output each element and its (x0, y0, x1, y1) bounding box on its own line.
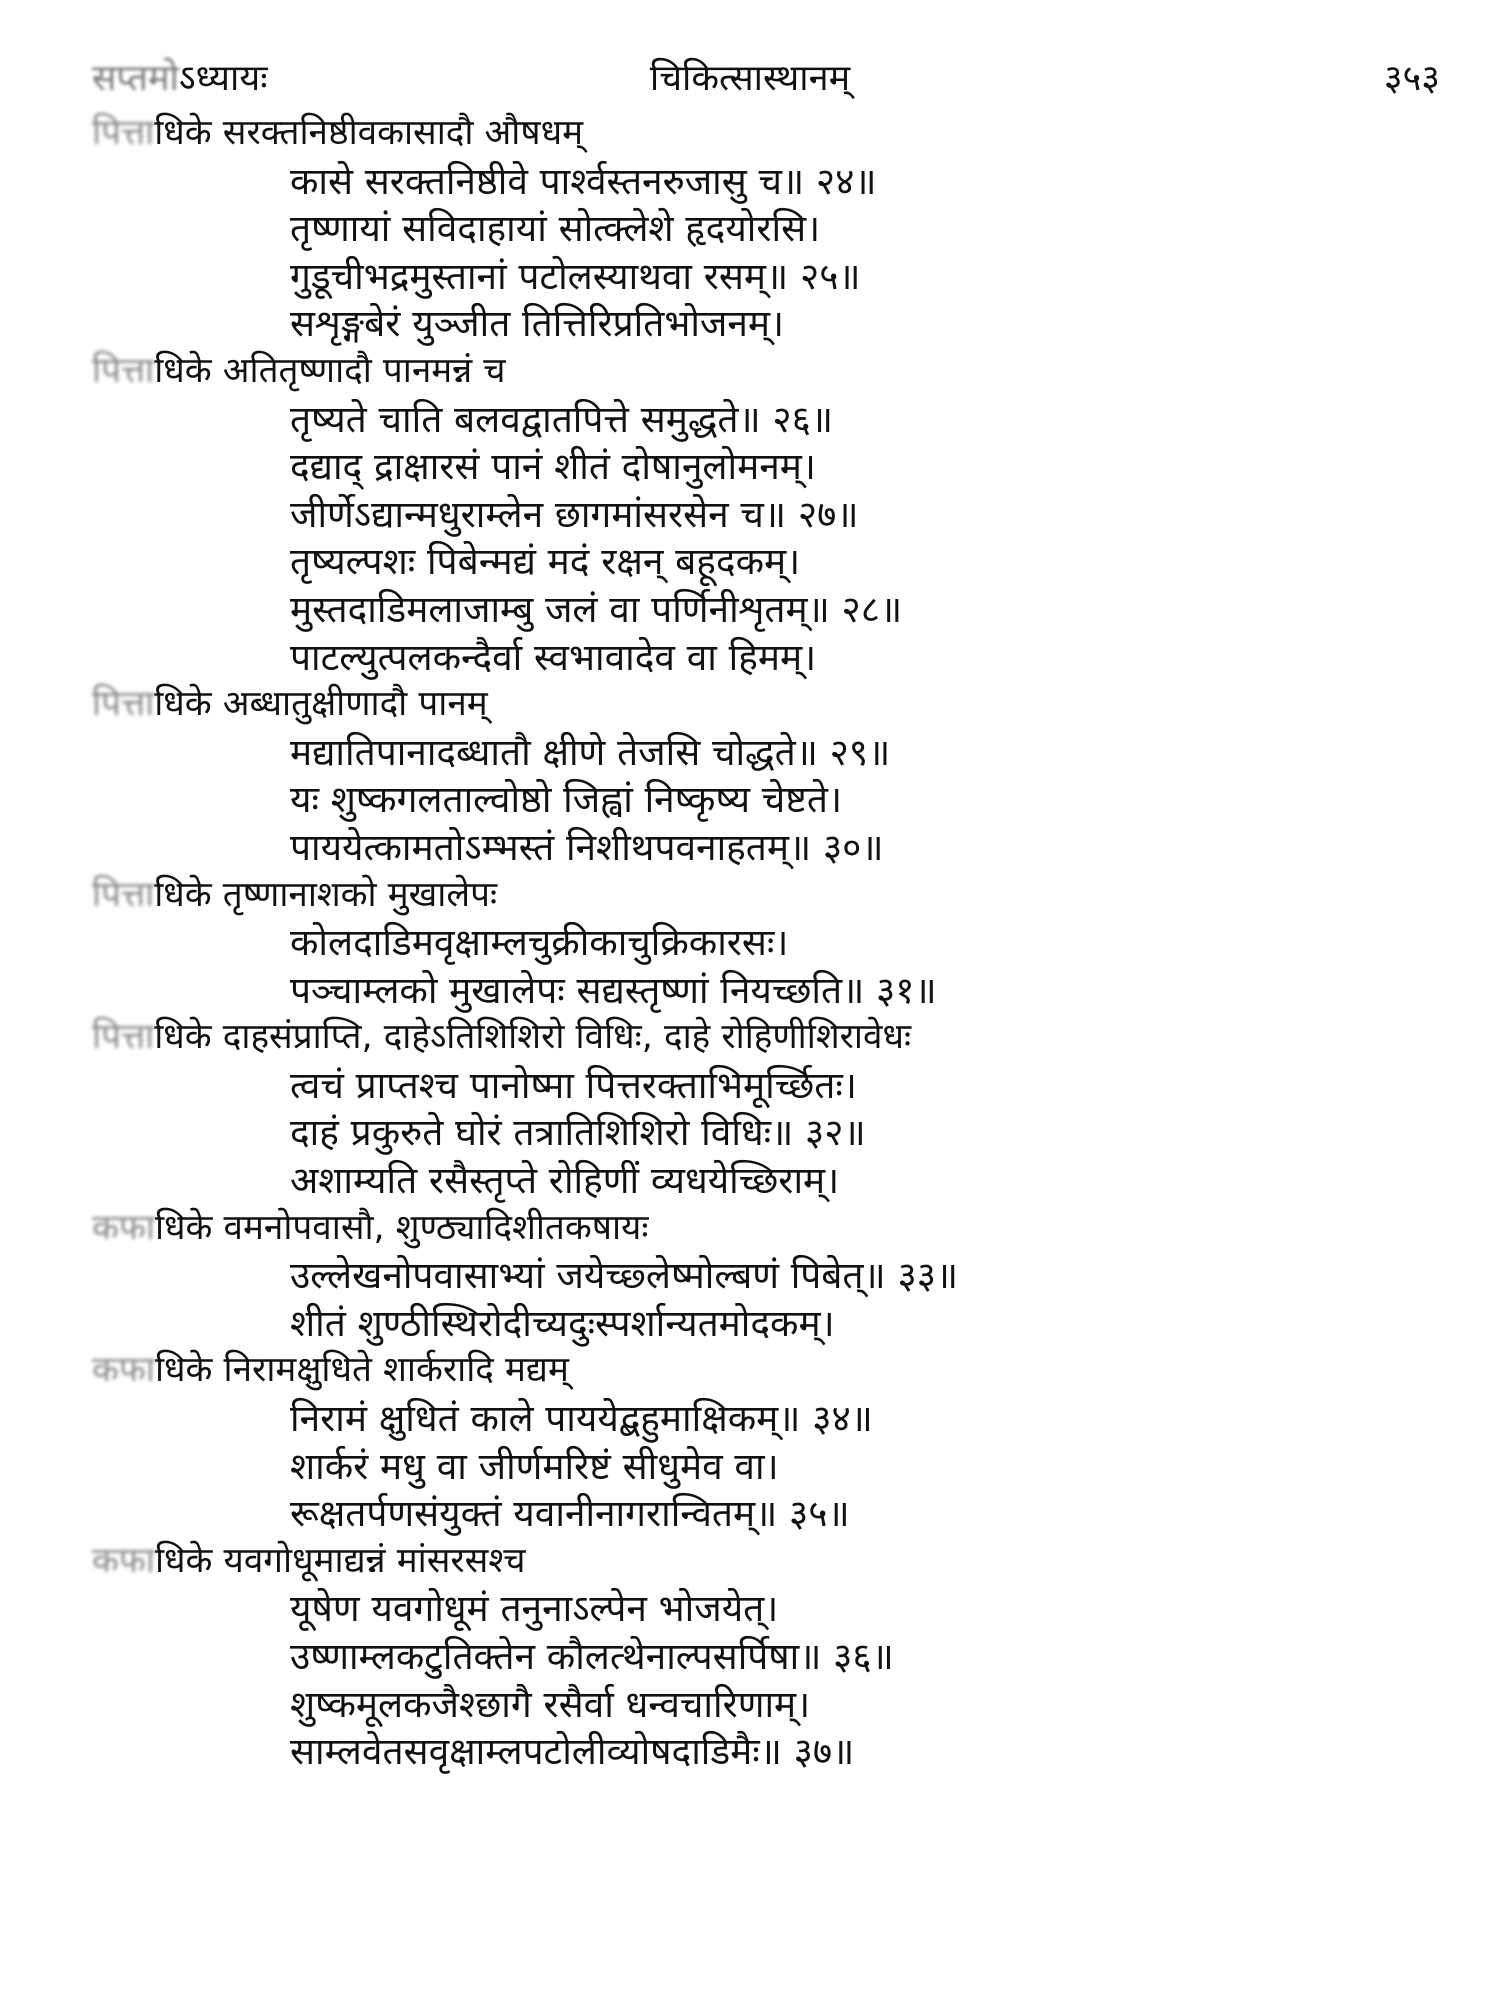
verse-line: दद्याद् द्राक्षारसं पानं शीतं दोषानुलोमनम्। (290, 445, 816, 489)
verse-line: त्वचं प्राप्तश्च पानोष्मा पित्तरक्ताभिमूर्च्छितः। (290, 1063, 857, 1107)
heading-text: धिके तृष्णानाशको मुखालेपः (154, 874, 498, 915)
verse-line: कोलदाडिमवृक्षाम्लचुक्रीकाचुक्रिकारसः। (290, 921, 789, 965)
text-body (0, 110, 1500, 1776)
section-heading (0, 1347, 1500, 1395)
verse-line: मुस्तदाडिमलाजाम्बु जलं वा पर्णिनीशृतम्॥ २८॥ (290, 587, 903, 631)
section-heading (0, 1538, 1500, 1586)
verse-line: पञ्चाम्लको मुखालेपः सद्यस्तृष्णां नियच्छति॥ ३१॥ (290, 968, 937, 1012)
section-heading (0, 1014, 1500, 1062)
heading-prefix-faded: कफा (92, 1540, 155, 1581)
section-heading (0, 110, 1500, 158)
section-heading (0, 1205, 1500, 1253)
verse-line: दाहं प्रकुरुते घोरं तत्रातिशिशिरो विधिः॥ ३२॥ (290, 1111, 866, 1155)
verse-line: उल्लेखनोपवासाभ्यां जयेच्छ्लेष्मोल्बणं पिबेत्॥ ३३॥ (290, 1254, 959, 1298)
verse-line: यः शुष्कगलताल्वोष्ठो जिह्वां निष्कृष्य चेष्टते। (290, 778, 843, 822)
verse-line: तृष्यते चाति बलवद्वातपित्ते समुद्धते॥ २६॥ (290, 397, 834, 441)
heading-prefix-faded: पित्ता (92, 684, 155, 725)
page-number: ३५३ (1383, 58, 1440, 99)
section-heading (0, 872, 1500, 920)
verse-line: मद्यातिपानादब्धातौ क्षीणे तेजसि चोद्धते॥ २९॥ (290, 730, 891, 774)
verse-line: तृष्यल्पशः पिबेन्मद्यं मदं रक्षन् बहूदकम्। (290, 540, 801, 584)
verse-line: अशाम्यति रसैस्तृप्ते रोहिणीं व्यधयेच्छिराम्। (290, 1159, 840, 1203)
verse-line: सशृङ्गबेरं युञ्जीत तित्तिरिप्रतिभोजनम्। (290, 302, 785, 346)
heading-text: धिके यवगोधूमाद्यन्नं मांसरसश्च (154, 1540, 526, 1581)
verse-line: जीर्णेऽद्यान्मधुराम्लेन छागमांसरसेन च॥ २७॥ (290, 492, 859, 536)
verse-line: यूषेण यवगोधूमं तनुनाऽल्पेन भोजयेत्। (290, 1587, 779, 1631)
verse-line: पाटल्युत्पलकन्दैर्वा स्वभावादेव वा हिमम्। (290, 635, 817, 679)
heading-text: धिके वमनोपवासौ, शुण्ठ्यादिशीतकषायः (154, 1207, 649, 1248)
verse-line: शार्करं मधु वा जीर्णमरिष्टं सीधुमेव वा। (290, 1444, 779, 1488)
verse-line: उष्णाम्लकटुतिक्तेन कौलत्थेनाल्पसर्पिषा॥ ३६॥ (290, 1635, 894, 1678)
verse-line: पाययेत्कामतोऽम्भस्तं निशीथपवनाहतम्॥ ३०॥ (290, 825, 884, 869)
heading-text: धिके अतितृष्णादौ पानमन्नं च (154, 350, 506, 391)
heading-text: धिके सरक्तनिष्ठीवकासादौ औषधम् (154, 113, 584, 153)
section-heading (0, 348, 1500, 396)
verse-line: शुष्कमूलकजैश्छागै रसैर्वा धन्वचारिणाम्। (290, 1682, 811, 1726)
verse-line: शीतं शुण्ठीस्थिरोदीच्यदुःस्पर्शान्यतमोदकम्। (290, 1301, 835, 1345)
verse-line: साम्लवेतसवृक्षाम्लपटोलीव्योषदाडिमैः॥ ३७॥ (290, 1730, 855, 1774)
verse-line: कासे सरक्तनिष्ठीवे पार्श्वस्तनरुजासु च॥ २४॥ (290, 159, 877, 203)
heading-prefix-faded: पित्ता (92, 113, 155, 153)
heading-prefix-faded: पित्ता (92, 874, 155, 915)
verse-line: रूक्षतर्पणसंयुक्तं यवानीनागरान्वितम्॥ ३५॥ (290, 1492, 850, 1536)
verse-line: निरामं क्षुधितं काले पाययेद्बहुमाक्षिकम्॥ ३४॥ (290, 1397, 873, 1441)
heading-prefix-faded: पित्ता (92, 350, 155, 391)
chapter-label-text: ऽध्यायः (178, 58, 268, 99)
page-header (0, 52, 1500, 112)
section-title: चिकित्सास्थानम् (649, 58, 851, 99)
verse-line: तृष्णायां सविदाहायां सोत्क्लेशे हृदयोरसि। (290, 207, 821, 251)
heading-text: धिके निरामक्षुधिते शार्करादि मद्यम् (154, 1350, 569, 1391)
verse-line: गुडूचीभद्रमुस्तानां पटोलस्याथवा रसम्॥ २५॥ (290, 254, 861, 298)
heading-prefix-faded: कफा (92, 1207, 155, 1248)
heading-prefix-faded: पित्ता (92, 1017, 155, 1058)
heading-prefix-faded: कफा (92, 1350, 155, 1391)
chapter-label-faded: सप्तमो (92, 58, 179, 99)
section-heading (0, 681, 1500, 729)
heading-text: धिके अब्धातुक्षीणादौ पानम् (154, 684, 488, 725)
heading-text: धिके दाहसंप्राप्ति, दाहेऽतिशिशिरो विधिः, दाहे रोहिणीशिरावेधः (154, 1017, 912, 1058)
